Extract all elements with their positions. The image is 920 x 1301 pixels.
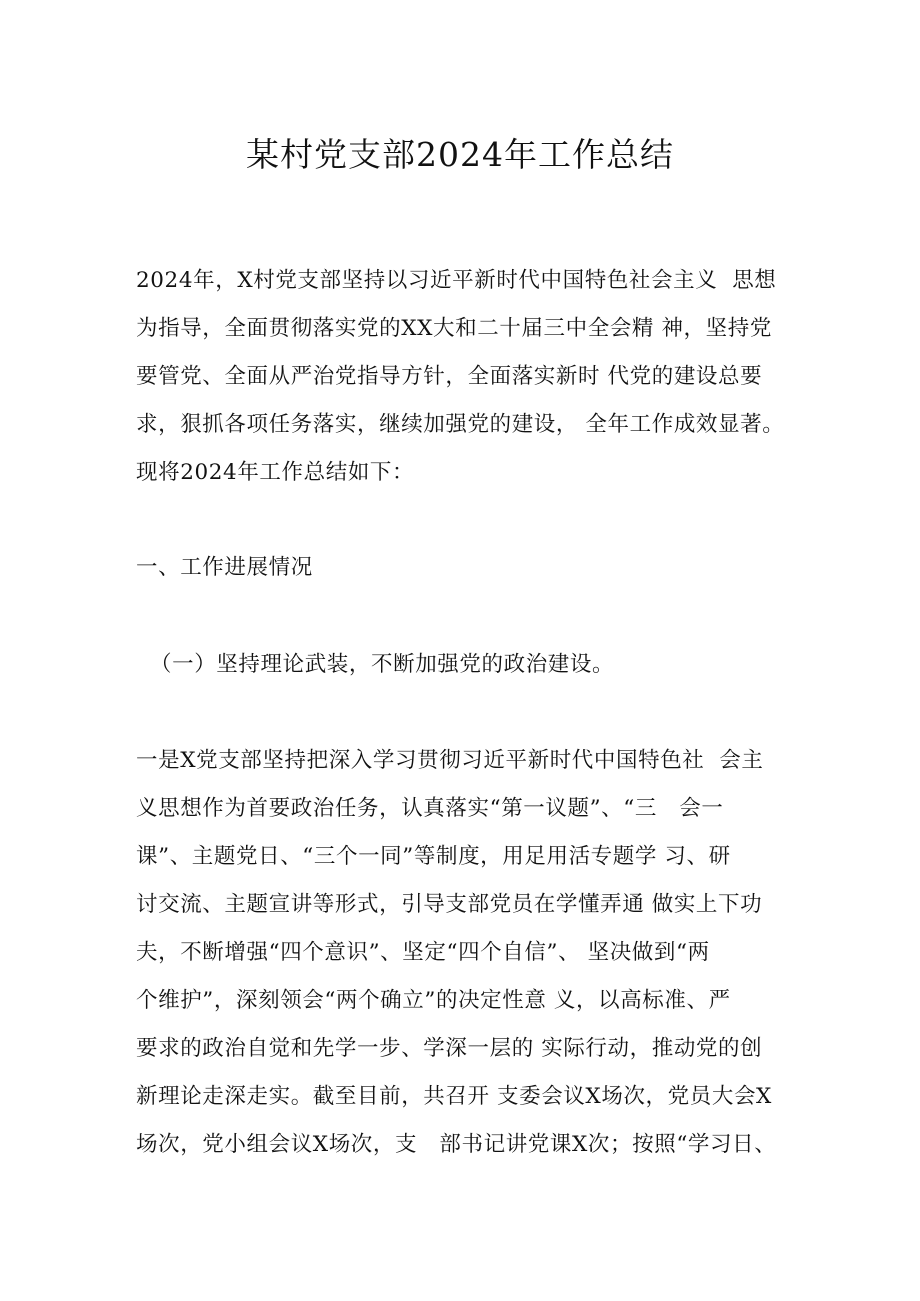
body-line-4: 讨交流、主题宣讲等形式，引导支部党员在学懂弄通 做实上下功 <box>136 892 763 917</box>
intro-line-2: 为指导，全面贯彻落实党的XX大和二十届三中全会精 神，坚持党 <box>136 316 772 341</box>
body-line-7: 要求的政治自觉和先学一步、学深一层的 实际行动，推动党的创 <box>136 1036 763 1061</box>
intro-line-3: 要管党、全面从严治党指导方针，全面落实新时 代党的建设总要 <box>136 364 763 389</box>
intro-line-5: 现将2024年工作总结如下： <box>136 460 415 485</box>
body-line-2: 义思想作为首要政治任务，认真落实“第一议题”、“三 会一 <box>136 796 724 821</box>
subsection-heading: （一）坚持理论武装，不断加强党的政治建设。 <box>150 652 615 677</box>
body-line-3: 课”、主题党日、“三个一同”等制度，用足用活专题学 习、研 <box>136 844 731 869</box>
body-line-5: 夫，不断增强“四个意识”、坚定“四个自信”、 坚决做到“两 <box>136 940 710 965</box>
body-line-9: 场次，党小组会议X场次，支 部书记讲党课X次；按照“学习日、 <box>136 1132 777 1157</box>
section-heading: 一、工作进展情况 <box>136 555 313 580</box>
body-line-1: 一是X党支部坚持把深入学习贯彻习近平新时代中国特色社 会主 <box>136 748 764 773</box>
intro-line-4: 求，狠抓各项任务落实，继续加强党的建设， 全年工作成效显著。 <box>136 412 785 437</box>
intro-line-1: 2024年，X村党支部坚持以习近平新时代中国特色社会主义 思想 <box>136 268 777 293</box>
body-line-6: 个维护”，深刻领会“两个确立”的决定性意 义，以高标准、严 <box>136 988 731 1013</box>
body-line-8: 新理论走深走实。截至目前，共召开 支委会议X场次，党员大会X <box>136 1084 772 1109</box>
document-title: 某村党支部2024年工作总结 <box>246 135 674 174</box>
